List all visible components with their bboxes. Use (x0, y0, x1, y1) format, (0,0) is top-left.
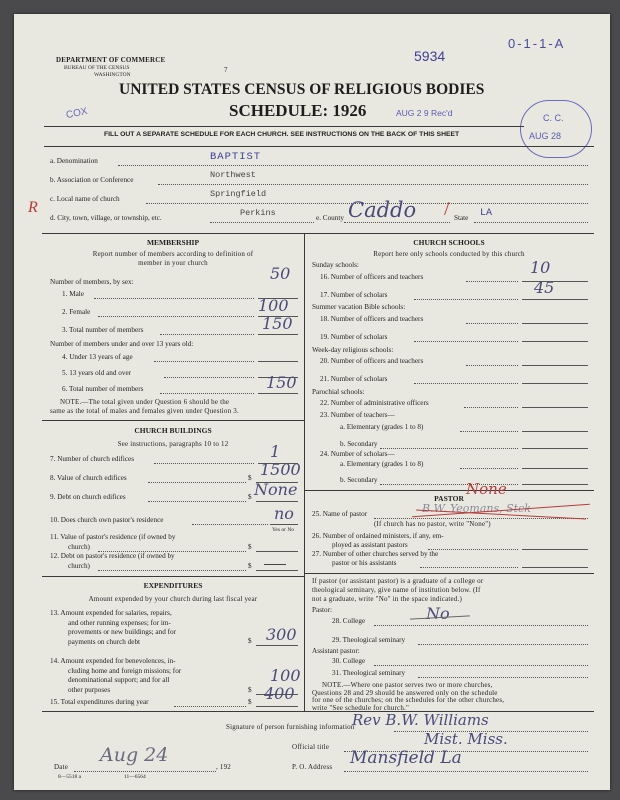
cox-stamp: COX (65, 105, 89, 122)
q31-label: 31. Theological seminary (332, 669, 406, 677)
pastor-note-line: write "See schedule for church." (312, 703, 410, 712)
q11-residence-value-label-2: church) (68, 543, 90, 551)
pastor-note-line: NOTE.—Where one pastor serves two or more churches, (322, 681, 493, 689)
q4-under13-label: 4. Under 13 years of age (62, 353, 133, 361)
form-subtitle: SCHEDULE: 1926 (229, 101, 367, 120)
q24a-label: a. Elementary (grades 1 to 8) (340, 460, 424, 468)
q13-line: provements or new buildings; and for (68, 628, 176, 636)
edifices-count-value: 1 (270, 442, 281, 461)
parochial-schools-label: Parochial schools: (312, 388, 365, 396)
q5-over13-label: 5. 13 years old and over (62, 369, 132, 377)
yes-no-hint: Yes or No (272, 527, 295, 533)
sunday-teachers-value: 10 (530, 258, 551, 277)
q2-female-label: 2. Female (62, 308, 91, 316)
q1-male-label: 1. Male (62, 290, 84, 298)
q18-label: 18. Number of officers and teachers (320, 315, 424, 323)
denomination-label: a. Denomination (50, 157, 98, 165)
form-title: UNITED STATES CENSUS OF RELIGIOUS BODIES (119, 81, 485, 98)
membership-heading: MEMBERSHIP (146, 238, 200, 247)
education-intro-1: If pastor (or assistant pastor) is a graduate of a college or (312, 577, 484, 585)
edifices-debt-value: None (254, 480, 298, 499)
page-number: 7 (224, 66, 228, 74)
owns-residence-value: no (274, 504, 294, 523)
instruction-banner: FILL OUT A SEPARATE SCHEDULE FOR EACH CHURCH. SEE INSTRUCTIONS ON THE BACK OF THIS SHEET (104, 131, 460, 138)
pastor-subheading: Pastor: (312, 606, 332, 614)
date-year-prefix: , 192 (216, 763, 231, 771)
members-by-sex-label: Number of members, by sex: (50, 278, 134, 286)
pastor-college-value: No (426, 604, 450, 623)
q26-label-1: 26. Number of ordained ministers, if any, em- (312, 532, 444, 540)
sunday-scholars-value: 45 (534, 278, 555, 297)
assistant-pastor-subheading: Assistant pastor: (312, 647, 360, 655)
q25-note: (If church has no pastor, write "None") (374, 520, 491, 528)
members-total-age-value: 150 (266, 373, 297, 392)
q24-label: 24. Number of scholars— (320, 450, 395, 458)
q28-label: 28. College (332, 617, 366, 625)
education-intro-3: not a graduate, write "No" in the space indicated.) (312, 595, 463, 603)
membership-note-1: NOTE.—The total given under Question 6 should be the (60, 398, 230, 406)
q24b-label: b. Secondary (340, 476, 378, 484)
q13-line: and other running expenses; for im- (68, 618, 171, 627)
q23-label: 23. Number of teachers— (320, 411, 395, 419)
pastor-none-value: None (466, 480, 507, 498)
membership-intro-1: Report number of members according to definition of (92, 250, 254, 258)
membership-intro-2: member in your church (138, 259, 208, 267)
vacation-schools-label: Summer vacation Bible schools: (312, 303, 406, 311)
q20-label: 20. Number of officers and teachers (320, 357, 424, 365)
education-intro-2: theological seminary, give name of institution below. (If (312, 586, 481, 594)
membership-note-2: same as the total of males and females given under Question 3. (50, 407, 239, 415)
q14-line: denominational support; and for all (68, 676, 170, 684)
q7-edifices-label: 7. Number of church edifices (50, 455, 135, 463)
po-address-label: P. O. Address (292, 763, 333, 771)
association-value: Northwest (210, 170, 256, 180)
q15-total-label: 15. Total expenditures during year (50, 698, 149, 706)
schools-heading: CHURCH SCHOOLS (413, 238, 485, 247)
q19-label: 19. Number of scholars (320, 333, 388, 341)
q14-line: cluding home and foreign missions; for (68, 666, 182, 675)
sunday-schools-label: Sunday schools: (312, 261, 359, 269)
q3-total-label: 3. Total number of members (62, 326, 144, 334)
city-label: WASHINGTON (94, 72, 131, 78)
po-address-value: Mansfield La (350, 748, 462, 768)
q29-label: 29. Theological seminary (332, 636, 406, 644)
q23b-label: b. Secondary (340, 440, 378, 448)
state-value: LA (480, 208, 493, 219)
q9-debt-label: 9. Debt on church edifices (50, 493, 126, 501)
q26-label-2: ployed as assistant pastors (332, 541, 408, 549)
q16-label: 16. Number of officers and teachers (320, 273, 424, 281)
q21-label: 21. Number of scholars (320, 375, 388, 383)
members-female-value: 100 (258, 296, 289, 315)
q25-label: 25. Name of pastor (312, 510, 368, 518)
state-label: State (454, 214, 469, 222)
q12-residence-debt-label-1: 12. Debt on pastor's residence (if owned by (50, 552, 175, 560)
q27-label-2: pastor or his assistants (332, 559, 397, 567)
q10-residence-label: 10. Does church own pastor's residence (50, 516, 164, 524)
q11-residence-value-label-1: 11. Value of pastor's residence (if owned by (50, 533, 176, 541)
schedule-number: 5934 (414, 48, 446, 64)
total-expenditures-value: 400 (264, 684, 295, 703)
q14-line: 14. Amount expended for benevolences, in- (50, 657, 176, 665)
denomination-value: BAPTIST (210, 151, 262, 163)
members-total-value: 150 (262, 314, 293, 333)
official-title-label: Official title (292, 743, 330, 751)
age-heading: Number of members under and over 13 years old: (50, 340, 194, 348)
cc-stamp: C. C. AUG 28 (520, 100, 592, 158)
q23a-label: a. Elementary (grades 1 to 8) (340, 423, 424, 431)
q30-label: 30. College (332, 657, 366, 665)
department-label: DEPARTMENT OF COMMERCE (56, 56, 166, 64)
county-label: e. County (316, 214, 344, 222)
weekday-schools-label: Week-day religious schools: (312, 346, 394, 354)
r-mark: R (28, 199, 38, 216)
form-number: 8—5518 a (58, 774, 82, 780)
q14-line: other purposes (68, 685, 111, 694)
pastor-heading: PASTOR (434, 494, 464, 503)
local-name-label: c. Local name of church (50, 195, 120, 203)
buildings-heading: CHURCH BUILDINGS (134, 426, 212, 435)
q22-label: 22. Number of administrative officers (320, 399, 429, 407)
q12-residence-debt-label-2: church) (68, 562, 90, 570)
q27-label-1: 27. Number of other churches served by the (312, 550, 439, 558)
members-male-value: 50 (270, 264, 291, 283)
county-value: Caddo (348, 198, 417, 222)
running-expenses-value: 300 (266, 625, 297, 644)
schools-subheading: Report here only schools conducted by this church (373, 250, 525, 258)
census-schedule-sheet: DEPARTMENT OF COMMERCE BUREAU OF THE CENSUS WASHINGTON 7 5934 0-1-1-A COX UNITED STATES CENSUS OF RELIGIOUS BODIES SCHEDULE: 1926 AUG 2 9 Rec'd C. C. AUG 28 FILL OUT A SEPARATE SCHEDULE FOR EACH CHURCH. SEE INSTRUCTIONS ON THE BACK OF THIS SHEET R a. Denomination BAPTIST b. Association or Conference Northwest c. Local name of church Springfield d. City, town, village, or township, etc. Perkins e. County Caddo / State LA MEMBERSHIP Report number of members according to definition of member in your church Number of members, by sex: 50 1. Male 2. Female 100 3. Total number of members 150 Number of members under and over 13 years old: 4. Under 13 years of age 5. 13 years old and over 6. Total number of members 150 NOTE.—The total given under Question 6 should be the same as the total of males and females given under Question 3. CHURCH BUILDINGS See instructions, paragraphs 10 to 12 7. Number of church edifices 1 8. Value of church edifices $ 1500 9. Debt on church edifices $ None 10. Does church own pastor's residence no Yes or No 11. Value of pastor's residence (if owned by church) $ 12. Debt on pastor's residence (if owned by church) $ EXPENDITURES Amount expended by your church during last fiscal year 13. Amount expended for salaries, repairs, and other running expenses; for im- provements or new buildings; and for payments on church debt $ 300 14. Amount expended for benevolences, in- cluding home and foreign missions; for denominational support; and for all other purposes $ 100 15. Total expenditures during year $ 400 CHURCH SCHOOLS Report here only schools conducted by this church Sunday schools: 16. Number of officers and teachers 10 17. Number of scholars 45 Summer vacation Bible schools: 18. Number of officers and teachers 19. Number of scholars Week-day religious schools: 20. Number of officers and teachers 21. Number of scholars Parochial schools: 22. Number of administrative officers 23. Number of teachers— a. Elementary (grades 1 to 8) b. Secondary 24. Number of scholars— a. Elementary (grades 1 to 8) b. Secondary PASTOR None 25. Name of pastor B.W. Yeomans, Stck (If church has no pastor, write "None") 26. Number of ordained ministers, if any, em- ployed as assistant pastors 27. Number of other churches served by the pastor or his assistants If pastor (or assistant pastor) is a graduate of a college or theological seminary, give name of institution below. (If not a graduate, write "No" in the space indicated.) Pastor: 28. College No 29. Theological seminary Assistant pastor: 30. College 31. Theological seminary NOTE.—Where one pastor serves two or more churches, Questions 28 and 29 should be answered only on the schedule for one of the churches; on the schedules for the other churches, write "See schedule for church." Signature of person furnishing information Rev B.W. Williams Official title Mist. Miss. P. O. Address Mansfield La Date Aug 24 , 192 8—5518 a 11—6564 (14, 14, 610, 790)
received-stamp: AUG 2 9 Rec'd (396, 108, 453, 118)
bureau-label: BUREAU OF THE CENSUS (64, 65, 130, 71)
form-number-2: 11—6564 (124, 774, 146, 780)
q17-label: 17. Number of scholars (320, 291, 388, 299)
edifices-value-value: 1500 (260, 460, 301, 479)
expenditures-subheading: Amount expended by your church during last fiscal year (88, 595, 258, 603)
official-title-value: Mist. Miss. (424, 730, 508, 748)
city-town-value: Perkins (240, 208, 276, 218)
pastor-struck-name: B.W. Yeomans, Stck (422, 502, 531, 515)
date-value: Aug 24 (100, 744, 169, 766)
pastor-note-line: for one of the churches; on the schedules for the other churches, (312, 696, 505, 704)
q8-value-label: 8. Value of church edifices (50, 474, 127, 482)
city-town-label: d. City, town, village, or township, etc. (50, 214, 162, 222)
signature-label: Signature of person furnishing information (226, 723, 355, 731)
association-label: b. Association or Conference (50, 176, 134, 184)
pastor-note-line: Questions 28 and 29 should be answered only on the schedule (312, 688, 498, 697)
q13-line: payments on church debt (68, 637, 141, 646)
q13-line: 13. Amount expended for salaries, repairs, (50, 609, 172, 617)
q6-total-label: 6. Total number of members (62, 385, 144, 393)
date-label: Date (54, 763, 69, 771)
local-name-value: Springfield (210, 189, 267, 199)
benevolences-value: 100 (270, 666, 301, 685)
buildings-subheading: See instructions, paragraphs 10 to 12 (117, 440, 229, 448)
classification-code: 0-1-1-A (508, 36, 566, 51)
expenditures-heading: EXPENDITURES (143, 581, 203, 590)
signature-value: Rev B.W. Williams (352, 711, 489, 729)
